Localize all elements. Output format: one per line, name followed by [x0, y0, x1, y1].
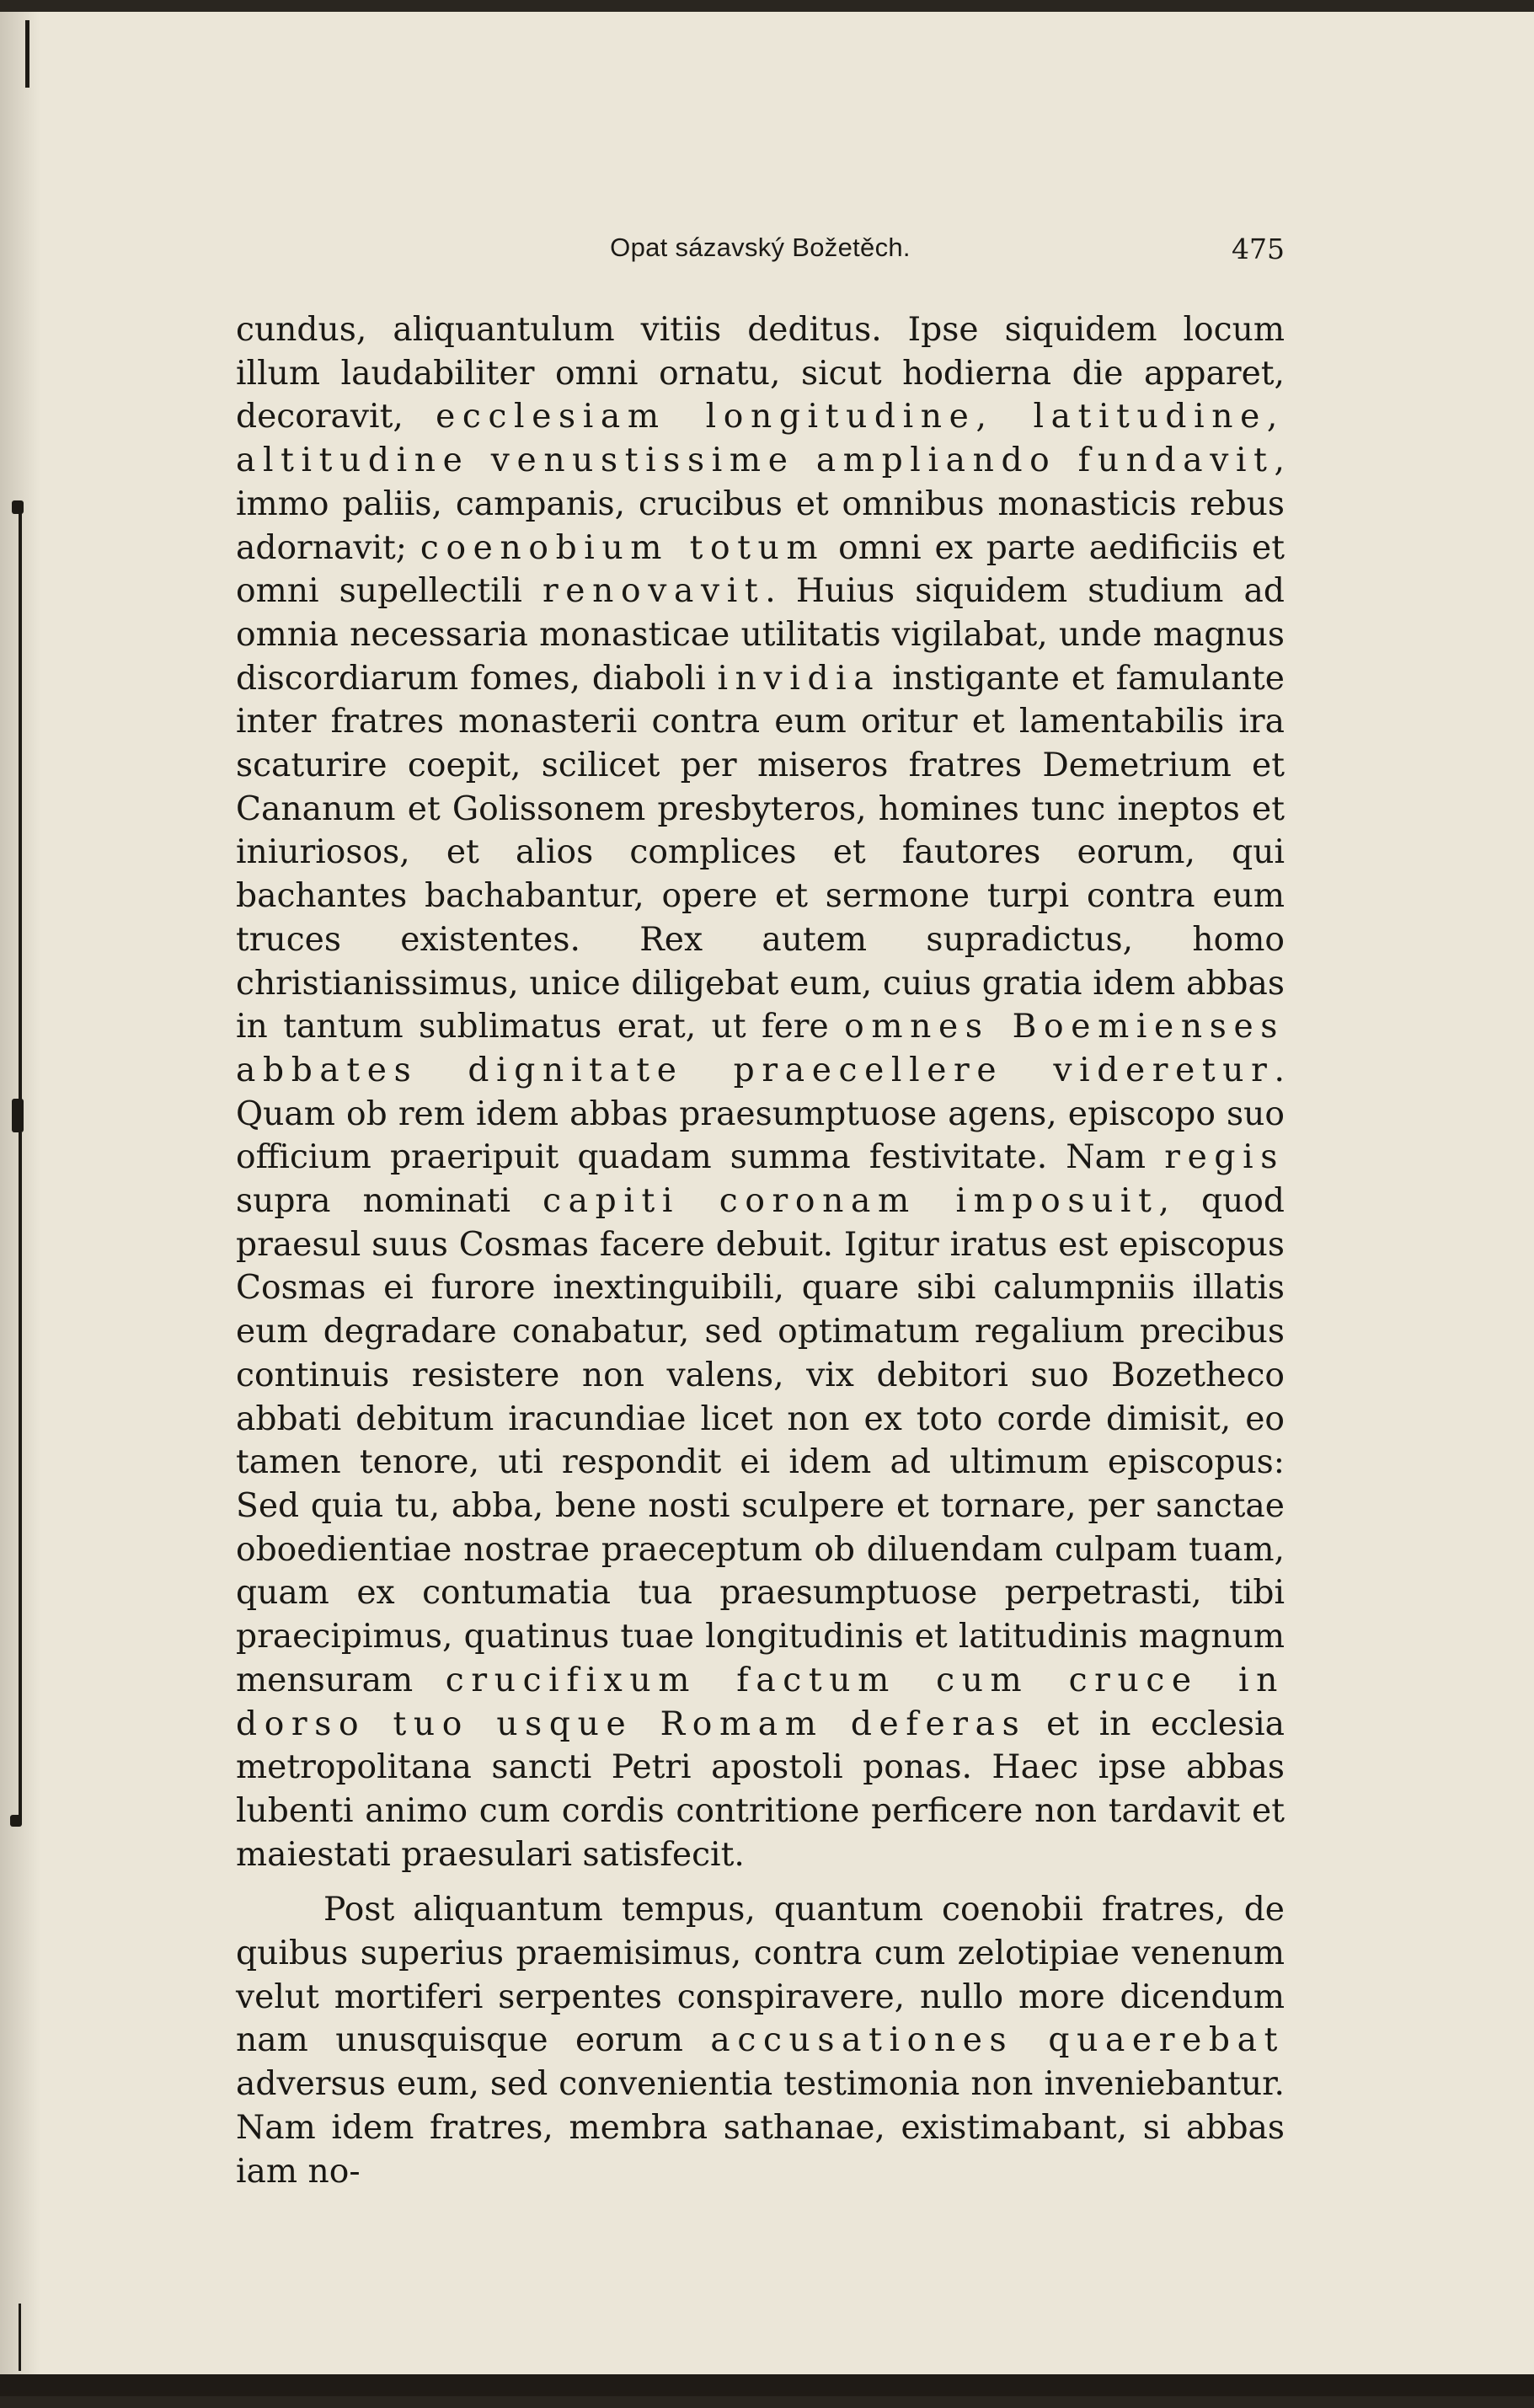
margin-mark: [12, 1099, 24, 1132]
spaced-emphasis: coenobium totum: [420, 528, 826, 567]
text-run: supra nominati: [236, 1182, 543, 1221]
text-run: adversus eum, sed convenientia testimonia non inveniebantur. Nam idem fratres, membra sathanae, existimabant, si abbas iam no-: [236, 2065, 1285, 2191]
page-header: [236, 233, 1285, 283]
text-run: , quod praesul suus Cosmas facere debuit. Igitur iratus est episcopus Cosmas ei furore inextinguibili, quare sibi calumpniis illatis eum degradare conabatur, sed optimatum regalium precibus continuis resistere non valens, vix debitori suo Bozetheco abbati debitum iracundiae licet non ex toto corde dimisit, eo tamen tenore, uti respondit ei idem ad ultimum episcopus: Sed quia tu, abba, bene nosti sculpere et tornare, per sanctae oboedientiae nostrae praeceptum ob diluendam culpam tuam, quam ex contumatia tua praesumptuose perpetrasti, tibi praecipimus, quatinus tuae longitudinis et latitudinis magnum mensuram: [236, 1182, 1285, 1699]
running-title: Opat sázavský Božetěch.: [610, 233, 911, 262]
spaced-emphasis: renovavit: [542, 572, 766, 611]
text-run: . Huius siquidem studium ad omnia necessaria monasticae utilitatis vigilabat, unde magnus discordiarum fomes, diaboli: [236, 572, 1285, 698]
margin-mark: [19, 1132, 22, 1823]
margin-mark: [10, 1815, 22, 1827]
text-run: et in ecclesia metropolitana sancti Petri apostoli ponas. Haec ipse abbas lubenti animo cum cordis contritione perficere non tardavit et maiestati praesulari satisfecit.: [236, 1704, 1285, 1874]
bottom-edge: [0, 2374, 1534, 2396]
text-run: Post aliquantum tempus, quantum coenobii fratres, de quibus superius praemisimus, contra cum zelotipiae venenum velut mortiferi serpentes conspiravere, nullo more dicendum nam unusquisque eorum: [236, 1891, 1285, 2060]
paragraph: [236, 308, 1285, 1876]
body-text: [236, 308, 1285, 2193]
text-run: omni ex parte aedificiis et omni supellectili: [236, 528, 1285, 611]
spaced-emphasis: ecclesiam longitudine, latitudine, altitudine venustissime ampliando fundavit: [236, 398, 1285, 480]
margin-mark: [19, 511, 22, 1100]
spaced-emphasis: invidia: [717, 659, 881, 698]
book-page: [0, 12, 1534, 2396]
spaced-emphasis: capiti coronam imposuit: [543, 1182, 1159, 1221]
page-number: 475: [1232, 233, 1285, 265]
margin-mark: [25, 20, 29, 88]
text-run: cundus, aliquantulum vitiis deditus. Ipse siquidem locum illum laudabiliter omni ornatu, sicut hodierna die apparet, decoravit,: [236, 311, 1285, 436]
spaced-emphasis: omnes Boemienses abbates dignitate praecellere videretur: [236, 1008, 1285, 1089]
text-run: , immo paliis, campanis, crucibus et omnibus monasticis rebus adornavit;: [236, 441, 1285, 567]
spaced-emphasis: crucifixum factum cum cruce in dorso tuo usque Romam deferas: [236, 1661, 1285, 1743]
spaced-emphasis: regis: [1164, 1138, 1285, 1177]
text-run: . Quam ob rem idem abbas praesumptuose agens, episcopo suo officium praeripuit quadam summa festivitate. Nam: [236, 1051, 1285, 1177]
left-margin-marks: [0, 12, 34, 2396]
text-run: instigante et famulante inter fratres monasterii contra eum oritur et lamentabilis ira scaturire coepit, scilicet per miseros fratres Demetrium et Cananum et Golissonem presbyteros, homines tunc ineptos et iniuriosos, et alios complices et fautores eorum, qui bachantes bachabantur, opere et sermone turpi contra eum truces existentes. Rex autem supradictus, homo christianissimus, unice diligebat eum, cuius gratia idem abbas in tantum sublimatus erat, ut fere: [236, 659, 1285, 1046]
paragraph: [236, 1888, 1285, 2193]
spaced-emphasis: accusationes quaerebat: [710, 2021, 1285, 2060]
margin-mark: [19, 2304, 21, 2371]
